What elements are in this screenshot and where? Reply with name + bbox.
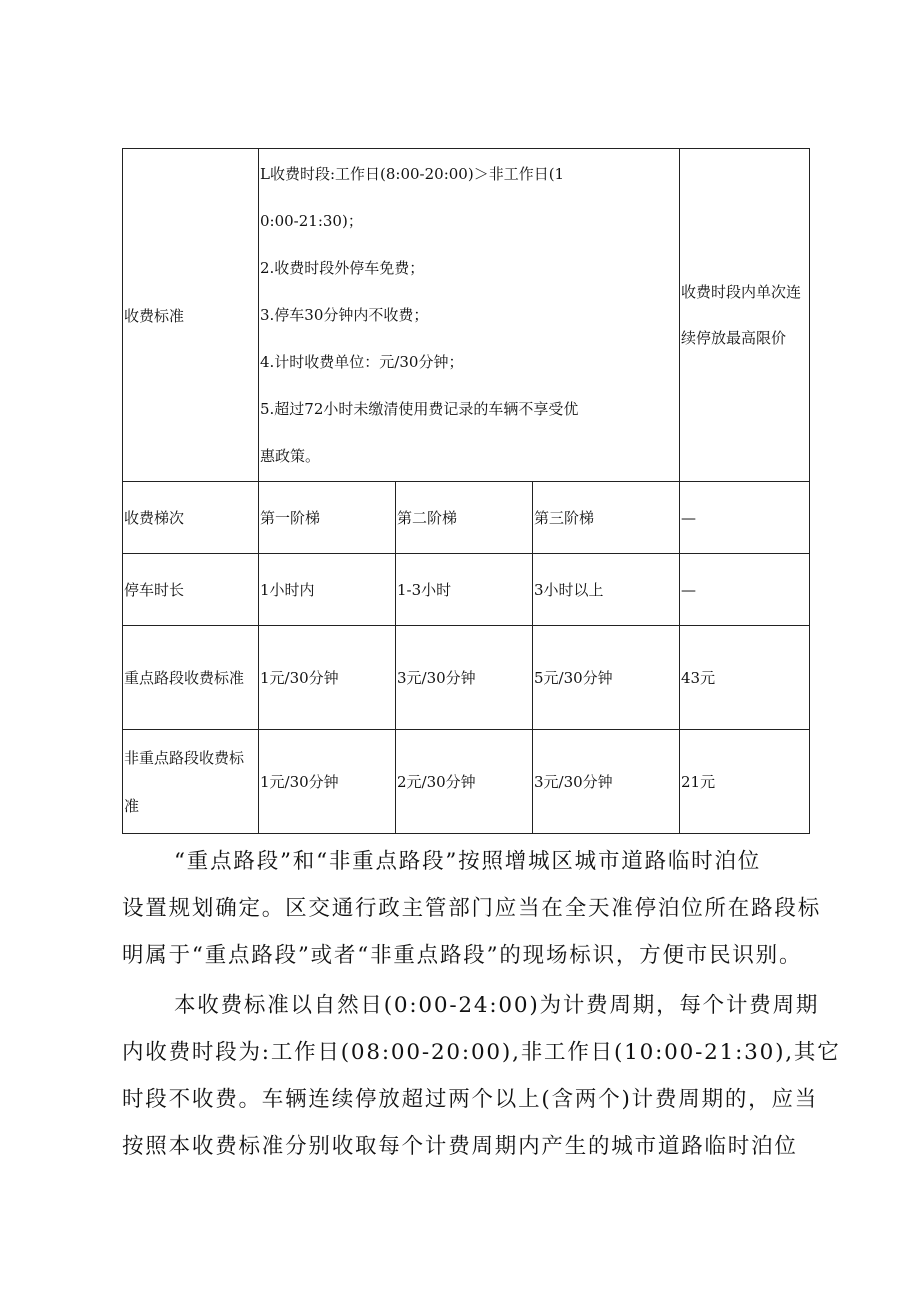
table-cell: 第三阶梯 [533,482,680,554]
table-cell: 第二阶梯 [396,482,533,554]
row-label: 非重点路段收费标准 [123,730,259,834]
paragraph-line: 按照本收费标准分别收取每个计费周期内产生的城市道路临时泊位 [122,1134,798,1159]
standard-label: 收费标准 [123,149,259,482]
table-row [123,730,810,834]
standard-item: 0:00-21:30)； [260,211,363,230]
standard-item: 2.收费时段外停车免费； [260,258,425,277]
paragraph-road-sections [122,838,822,979]
standard-item: 4.计时收费单位：元/30分钟； [260,352,464,371]
paragraph-line: “重点路段”和“非重点路段”按照增城区城市道路临时泊位 [174,849,762,874]
cap-cell: — [680,554,810,626]
standard-items-cell [259,149,680,482]
table-cell: 1-3小时 [396,554,533,626]
paragraph-line: 时段不收费。车辆连续停放超过两个以上(含两个)计费周期的，应当 [122,1087,819,1112]
paragraph-billing-cycle [122,982,841,1170]
table-row [123,626,810,730]
row-label: 重点路段收费标准 [123,626,259,730]
standard-item: 惠政策。 [260,446,321,465]
standard-item: 5.超过72小时未缴清使用费记录的车辆不享受优 [260,399,579,418]
cap-cell: 21元 [680,730,810,834]
table-cell: 2元/30分钟 [396,730,533,834]
fee-table [122,148,810,834]
table-cell: 第一阶梯 [259,482,396,554]
table-cell: 3小时以上 [533,554,680,626]
table-cell: 1小时内 [259,554,396,626]
paragraph-line: 内收费时段为:工作日(08:00-20:00),非工作日(10:00-21:30),其它 [122,1040,841,1065]
row-label: 收费梯次 [123,482,259,554]
cap-cell: 43元 [680,626,810,730]
table-cell: 3元/30分钟 [533,730,680,834]
max-price-label: 收费时段内单次连续停放最高限价 [680,149,810,482]
table-cell: 3元/30分钟 [396,626,533,730]
table-cell: 5元/30分钟 [533,626,680,730]
table-row [123,482,810,554]
paragraph-line: 本收费标准以自然日(0:00-24:00)为计费周期，每个计费周期 [174,993,820,1018]
table-cell: 1元/30分钟 [259,626,396,730]
table-cell: 1元/30分钟 [259,730,396,834]
cap-cell: — [680,482,810,554]
table-row [123,149,810,482]
row-label: 停车时长 [123,554,259,626]
standard-item: 3.停车30分钟内不收费； [260,305,429,324]
paragraph-line: 设置规划确定。区交通行政主管部门应当在全天准停泊位所在路段标 [122,896,822,921]
standard-item: L收费时段:工作日(8:00-20:00)＞非工作日(1 [260,164,565,183]
table-row [123,554,810,626]
paragraph-line: 明属于“重点路段”或者“非重点路段”的现场标识，方便市民识别。 [122,943,803,968]
